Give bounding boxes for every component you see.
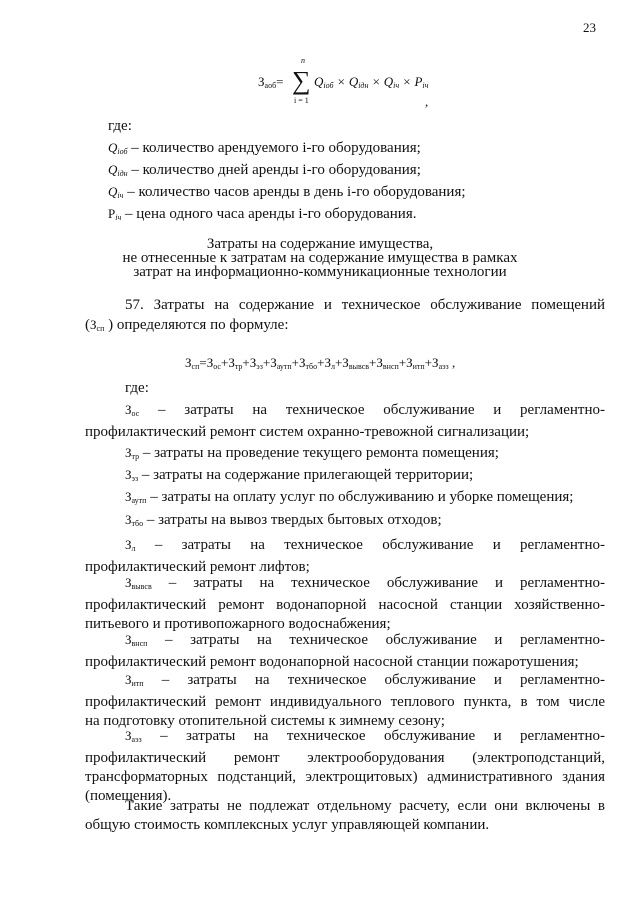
plus-sign: + xyxy=(317,355,325,370)
formula1-right xyxy=(314,74,428,90)
section-heading xyxy=(100,237,540,279)
formula2-symbol: З xyxy=(185,355,192,370)
definition-item xyxy=(85,400,605,442)
definition-first-line xyxy=(85,400,605,423)
formula2-subscript: эз xyxy=(256,362,263,371)
definition-text: – затраты на техническое обслуживание и регламентно- xyxy=(135,537,605,553)
definition-text: – затраты на оплату услуг по обслуживанию и уборке помещения; xyxy=(146,489,574,505)
definition-text: – затраты на техническое обслуживание и регламентно- xyxy=(139,402,605,418)
definition-text: – затраты на проведение текущего ремонта помещения; xyxy=(139,445,499,461)
definition-subscript: iдн xyxy=(117,169,128,178)
formula1-comma: , xyxy=(425,94,429,109)
formula2-subscript: тбо xyxy=(305,362,318,371)
definition-subscript: л xyxy=(131,544,136,553)
definition-subscript: тр xyxy=(131,452,140,461)
page-number: 23 xyxy=(583,20,596,35)
formula2-subscript: аэз xyxy=(438,362,449,371)
formula2-symbol: З xyxy=(342,355,349,370)
definition-first-line xyxy=(85,630,605,653)
definition-item xyxy=(108,140,421,157)
definition-continuation: трансформаторных подстанций, электрощитовых) административного здания xyxy=(85,769,605,785)
definition-item xyxy=(85,573,605,634)
times-sign: × xyxy=(333,74,349,89)
formula-rental-cost xyxy=(0,52,640,112)
definition-symbol: Q xyxy=(108,140,118,155)
definition-text: – затраты на техническое обслуживание и регламентно- xyxy=(143,672,605,688)
definition-symbol: З xyxy=(125,512,132,527)
definition-text: – затраты на техническое обслуживание и регламентно- xyxy=(151,575,605,591)
final-line1: Такие затраты не подлежат отдельному расчету, если они включены в xyxy=(125,798,605,814)
definition-subscript: вывсв xyxy=(131,582,152,591)
formula2-subscript: ос xyxy=(213,362,221,371)
definition-item xyxy=(85,535,605,577)
formula1-subscript: iоб xyxy=(323,81,334,90)
definition-subscript: внсп xyxy=(131,639,148,648)
definition-symbol: Q xyxy=(108,162,118,177)
definition-subscript: аэз xyxy=(131,735,142,744)
definition-subscript: итп xyxy=(131,679,144,688)
definition-continuation: (помещения). xyxy=(85,788,172,804)
formula2-symbol: З xyxy=(432,355,439,370)
definition-item xyxy=(108,162,421,179)
formula2-subscript: аутп xyxy=(276,362,292,371)
equals-sign: = xyxy=(199,355,207,370)
definition-item xyxy=(85,465,605,488)
definition-symbol: З xyxy=(125,575,132,590)
definition-symbol: З xyxy=(125,402,132,417)
definition-continuation: профилактический ремонт электрооборудования (электроподстанций, xyxy=(85,750,605,766)
heading-line: Затраты на содержание имущества, xyxy=(206,236,434,252)
formula2-symbol: З xyxy=(299,355,306,370)
definition-text: – затраты на вывоз твердых бытовых отходов; xyxy=(143,512,442,528)
definition-text: – количество арендуемого i-го оборудования; xyxy=(127,140,421,156)
definition-item xyxy=(85,670,605,731)
formula2-symbol: З xyxy=(206,355,214,370)
definition-item xyxy=(85,487,605,510)
plus-sign: + xyxy=(369,355,377,370)
definition-continuation: профилактический ремонт индивидуального теплового пункта, в том числе xyxy=(85,694,605,710)
formula2-subscript: л xyxy=(330,362,335,371)
formula1-symbol: P xyxy=(414,74,423,89)
plus-sign: + xyxy=(424,355,433,370)
definition-subscript: эз xyxy=(131,474,139,483)
times-sign: × xyxy=(399,74,415,89)
definition-continuation: питьевого и противопожарного водоснабжения; xyxy=(85,616,391,632)
formula2-comma: , xyxy=(448,355,456,370)
sum-upper-limit: n xyxy=(301,56,305,65)
definition-subscript: ос xyxy=(131,409,140,418)
formula1-left: $З_{аоб}=$ xyxy=(258,74,284,90)
definition-first-line xyxy=(85,573,605,596)
definition-continuation: профилактический ремонт систем охранно-тревожной сигнализации; xyxy=(85,424,530,440)
formula1-subscript: iч xyxy=(393,81,400,90)
final-line2: общую стоимость комплексных услуг управляющей компании. xyxy=(85,817,490,833)
where-label-2: где: xyxy=(125,380,149,396)
definition-continuation: профилактический ремонт водонапорной насосной станции пожаротушения; xyxy=(85,654,579,670)
definition-item xyxy=(85,443,605,466)
definition-text: – количество дней аренды i-го оборудования; xyxy=(127,162,421,178)
formula1-symbol: Q xyxy=(314,74,324,89)
formula1-subscript: iдн xyxy=(358,81,369,90)
formula1-symbol: Q xyxy=(383,74,394,89)
plus-sign: + xyxy=(262,355,271,370)
definition-symbol: З xyxy=(125,672,132,687)
definition-item xyxy=(85,726,605,806)
definition-symbol: З xyxy=(125,489,132,504)
definition-text: – количество часов аренды в день i-го оборудования; xyxy=(123,184,466,200)
definition-continuation: профилактический ремонт лифтов; xyxy=(85,559,310,575)
definition-first-line xyxy=(85,487,605,510)
plus-sign: + xyxy=(242,355,250,370)
formula2-symbol: З xyxy=(324,355,331,370)
plus-sign: + xyxy=(334,355,343,370)
definition-text: – затраты на техническое обслуживание и регламентно- xyxy=(141,728,605,744)
formula2-subscript: итп xyxy=(412,362,425,371)
definition-item xyxy=(108,184,466,201)
plus-sign: + xyxy=(398,355,407,370)
definition-first-line xyxy=(85,726,605,749)
formula2-symbol: З xyxy=(270,355,277,370)
definition-first-line xyxy=(85,670,605,693)
formula2-subscript: сп xyxy=(191,362,200,371)
formula2-subscript: вывсв xyxy=(348,362,370,371)
definition-continuation: на подготовку отопительной системы к зимнему сезону; xyxy=(85,713,445,729)
definition-continuation: профилактический ремонт водонапорной насосной станции хозяйственно- xyxy=(85,597,605,613)
definition-symbol: З xyxy=(125,445,132,460)
formula2-subscript: тр xyxy=(234,362,243,371)
formula-premises-cost xyxy=(185,355,455,371)
para57-line1: 57. Затраты на содержание и техническое обслуживание помещений xyxy=(125,297,605,313)
sum-lower-limit: i = 1 xyxy=(294,96,309,105)
definition-subscript: тбо xyxy=(131,519,144,528)
times-sign: × xyxy=(368,74,384,89)
formula2-subscript: внсп xyxy=(382,362,399,371)
paragraph-57 xyxy=(85,296,605,338)
heading-line: затрат на информационно-коммуникационные технологии xyxy=(133,264,507,280)
definition-symbol: З xyxy=(125,467,132,482)
definition-symbol: Q xyxy=(108,184,118,199)
formula1-symbol: Q xyxy=(348,74,359,89)
definition-item xyxy=(108,206,416,223)
formula2-symbol: З xyxy=(406,355,413,370)
definition-item xyxy=(85,510,605,533)
heading-line: не отнесенные к затратам на содержание имущества в рамках xyxy=(122,250,518,266)
definition-text: – затраты на содержание прилегающей территории; xyxy=(138,467,474,483)
definition-item xyxy=(85,630,605,672)
definition-subscript: аутп xyxy=(131,496,147,505)
formula2-symbol: З xyxy=(228,355,235,370)
definition-subscript: iч xyxy=(117,191,124,200)
where-label-1: где: xyxy=(108,118,132,134)
definition-first-line xyxy=(85,465,605,488)
definition-subscript: iч xyxy=(115,213,122,222)
definition-first-line xyxy=(85,535,605,558)
definition-symbol: З xyxy=(125,537,132,552)
formula1-subscript: iч xyxy=(422,81,429,90)
definition-subscript: iоб xyxy=(117,147,128,156)
final-paragraph xyxy=(85,797,605,835)
plus-sign: + xyxy=(220,355,229,370)
definition-symbol: З xyxy=(125,728,132,743)
definition-text: – цена одного часа аренды i-го оборудования. xyxy=(121,206,417,222)
definition-first-line xyxy=(85,443,605,466)
formula2-symbol: З xyxy=(376,355,383,370)
plus-sign: + xyxy=(291,355,299,370)
definition-text: – затраты на техническое обслуживание и регламентно- xyxy=(147,632,605,648)
para57-line2: ($З_{сп}$ ) определяются по формуле: xyxy=(85,317,289,333)
definition-symbol: P xyxy=(108,206,116,221)
definition-symbol: З xyxy=(125,632,132,647)
formula2-symbol: З xyxy=(249,355,257,370)
sum-sign: ∑ xyxy=(292,66,311,95)
definition-first-line xyxy=(85,510,605,533)
